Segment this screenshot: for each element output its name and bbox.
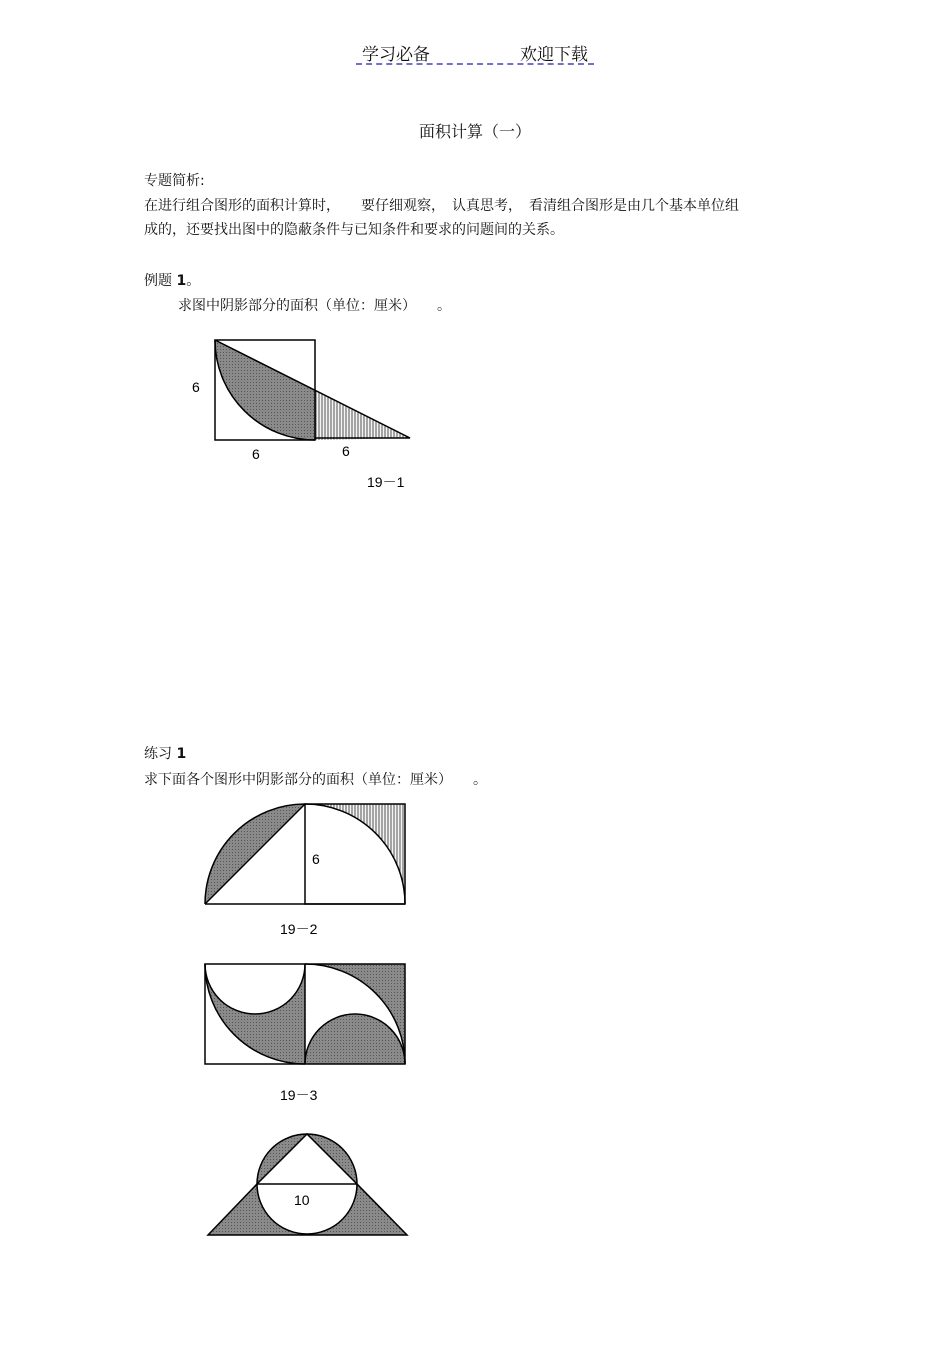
- practice-heading: [144, 743, 186, 763]
- shaded-arc-region: [215, 340, 315, 440]
- fig3-caption: 19－3: [280, 1087, 318, 1103]
- example-question: 求图中阴影部分的面积（单位：厘米） 。: [178, 298, 451, 314]
- figure-caption: 19－1: [367, 474, 405, 490]
- bottom-label-1: 6: [252, 446, 260, 462]
- practice-question: 求下面各个图形中阴影部分的面积（单位：厘米） 。: [144, 772, 487, 788]
- intro-line-1: 在进行组合图形的面积计算时， 要仔细观察， 认真思考， 看清组合图形是由几个基本单位组: [144, 198, 739, 214]
- side-label: 6: [192, 379, 200, 395]
- bottom-label-2: 6: [342, 443, 350, 459]
- example-heading: [144, 270, 200, 290]
- header-divider: [356, 63, 594, 65]
- shaded-semicircle: [305, 1014, 405, 1064]
- shaded-right-corner: [305, 804, 405, 904]
- intro-heading: 专题简析:: [144, 173, 205, 189]
- practice-number: 1: [176, 746, 187, 762]
- figure-19-2: [195, 800, 415, 945]
- fig4-label: 10: [294, 1192, 310, 1208]
- page-title: 面积计算（一）: [418, 122, 531, 141]
- example-punct: 。: [186, 273, 201, 289]
- figure-19-3: [195, 958, 415, 1108]
- intro-line-2: 成的，还要找出图中的隐蔽条件与已知条件和要求的问题间的关系。: [144, 222, 564, 238]
- header-left: 学习必备: [362, 45, 430, 65]
- page-header: [0, 40, 950, 65]
- practice-label: 练习: [144, 746, 172, 762]
- header-right: 欢迎下载: [520, 45, 588, 65]
- example-number: 1: [176, 273, 187, 289]
- fig2-label: 6: [312, 851, 320, 867]
- figure-circle-trapezoid: [200, 1125, 415, 1245]
- example-label: 例题: [144, 273, 172, 289]
- figure-19-1: [180, 330, 430, 500]
- fig2-caption: 19－2: [280, 921, 318, 937]
